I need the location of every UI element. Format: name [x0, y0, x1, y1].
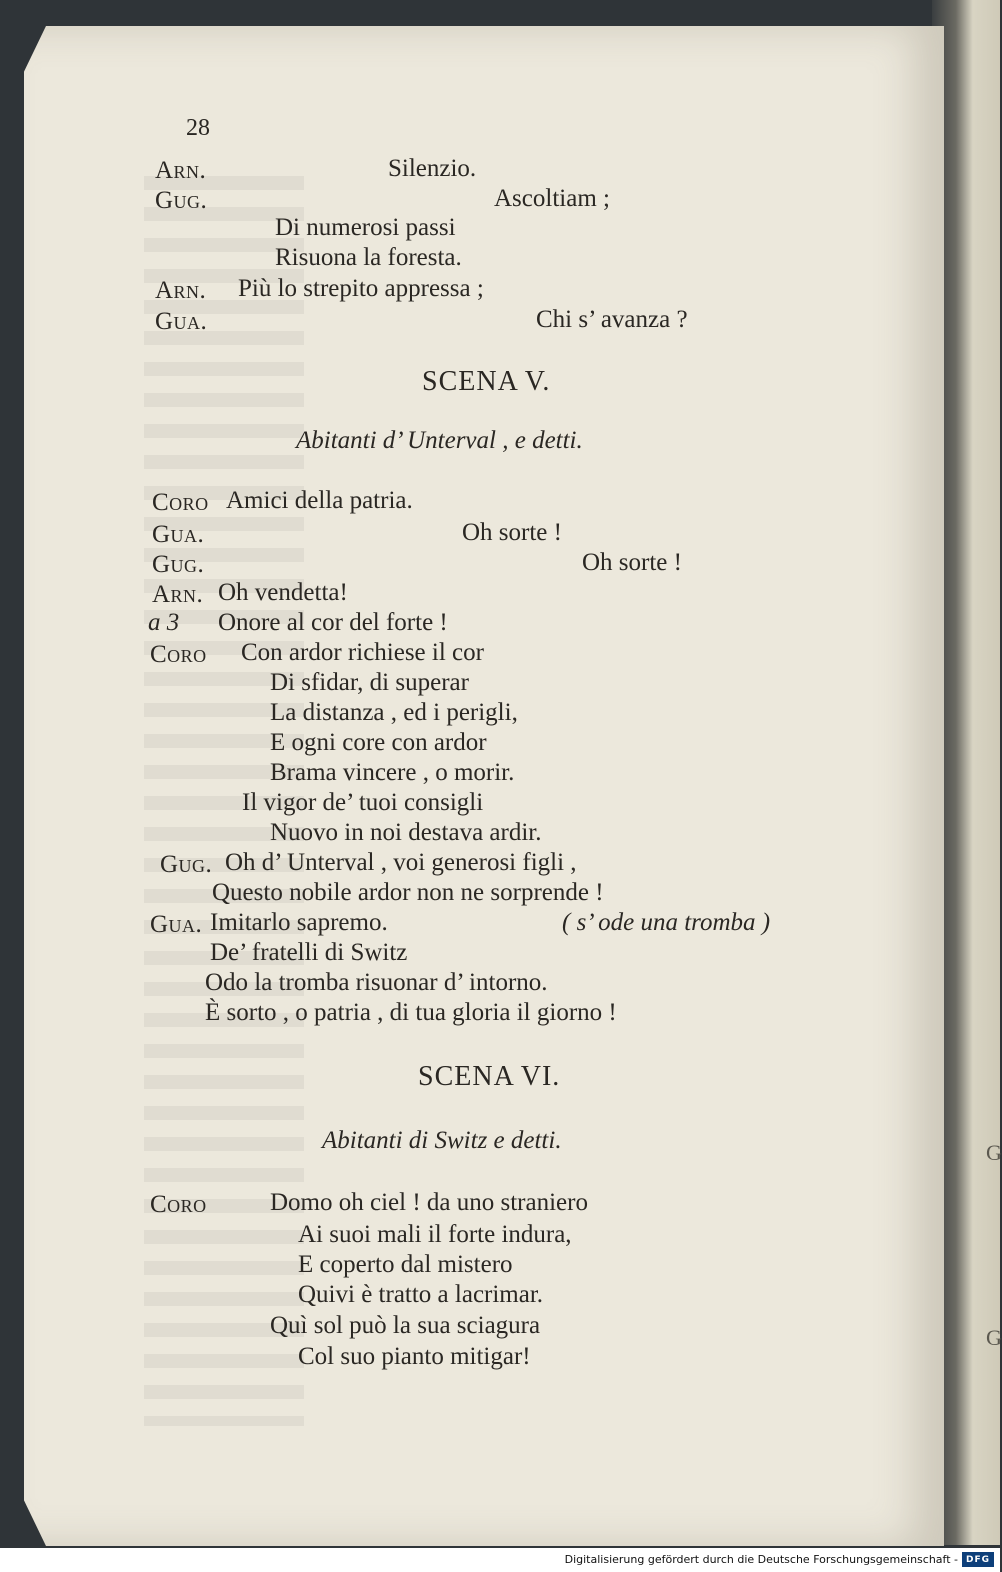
speaker: Arn.	[155, 277, 207, 304]
verse-line: Col suo pianto mitigar!	[298, 1343, 531, 1370]
spine-letter: G	[986, 1325, 1002, 1350]
verse-line: Questo nobile ardor non ne sorprende !	[212, 879, 604, 906]
verse-line: Più lo strepito appressa ;	[238, 275, 484, 302]
scene-title: SCENA V.	[422, 366, 551, 397]
footer-credit: Digitalisierung gefördert durch die Deutsche Forschungsgemeinschaft -	[564, 1553, 958, 1566]
verse-line: Ascoltiam ;	[494, 185, 610, 212]
verse-line: Quì sol può la sua sciagura	[270, 1312, 541, 1339]
speaker: Coro	[152, 489, 209, 516]
footer-bar	[0, 1548, 1000, 1572]
verse-line: È sorto , o patria , di tua gloria il giorno !	[205, 999, 617, 1026]
speaker: Gua.	[152, 521, 205, 548]
speaker: Coro	[150, 1191, 207, 1218]
verse-line: Odo la tromba risuonar d’ intorno.	[205, 969, 548, 996]
verse-line: Imitarlo sapremo.	[210, 909, 388, 936]
verse-line: Quivi è tratto a lacrimar.	[298, 1281, 544, 1308]
verse-line: Oh vendetta!	[218, 579, 348, 606]
verse-line: Nuovo in noi destava ardir.	[270, 819, 542, 846]
speaker: Coro	[150, 641, 207, 668]
verse-line: La distanza , ed i perigli,	[270, 699, 518, 726]
speaker: Arn.	[155, 157, 207, 184]
verse-line: Domo oh ciel ! da uno straniero	[270, 1189, 588, 1216]
speaker: Gua.	[155, 308, 208, 335]
verse-line: Il vigor de’ tuoi consigli	[242, 789, 484, 816]
scene-title: SCENA VI.	[418, 1061, 561, 1092]
dfg-logo: DFG	[962, 1552, 994, 1567]
verse-line: Di sfidar, di superar	[270, 669, 469, 696]
verse-line: Amici della patria.	[226, 487, 413, 514]
verse-line: Risuona la foresta.	[275, 244, 462, 271]
spine-letter: G	[986, 1140, 1002, 1165]
speaker: Gug.	[152, 551, 205, 578]
speaker: Gug.	[155, 187, 208, 214]
verse-line: Brama vincere , o morir.	[270, 759, 515, 786]
verse-line: Con ardor richiese il cor	[241, 639, 484, 666]
speaker: Arn.	[152, 581, 204, 608]
verse-line: Oh sorte !	[582, 549, 682, 576]
verse-line: E coperto dal mistero	[298, 1251, 513, 1278]
speaker: Gua.	[150, 911, 203, 938]
stage-direction: ( s’ ode una tromba )	[562, 909, 771, 936]
verse-line: Chi s’ avanza ?	[536, 306, 688, 333]
verse-line: De’ fratelli di Switz	[210, 939, 408, 966]
scene-subtitle: Abitanti d’ Unterval , e detti.	[296, 427, 583, 454]
verse-line: E ogni core con ardor	[270, 729, 487, 756]
verse-line: Oh sorte !	[462, 519, 562, 546]
speaker: Gug.	[160, 851, 213, 878]
scene-subtitle: Abitanti di Switz e detti.	[322, 1127, 562, 1154]
verse-line: Ai suoi mali il forte indura,	[298, 1221, 572, 1248]
verse-line: Onore al cor del forte !	[218, 609, 448, 636]
verse-line: Oh d’ Unterval , voi generosi figli ,	[225, 849, 577, 876]
verse-line: Di numerosi passi	[275, 214, 456, 241]
speaker: a 3	[148, 609, 180, 636]
page-number: 28	[186, 115, 210, 141]
verse-line: Silenzio.	[388, 155, 477, 182]
